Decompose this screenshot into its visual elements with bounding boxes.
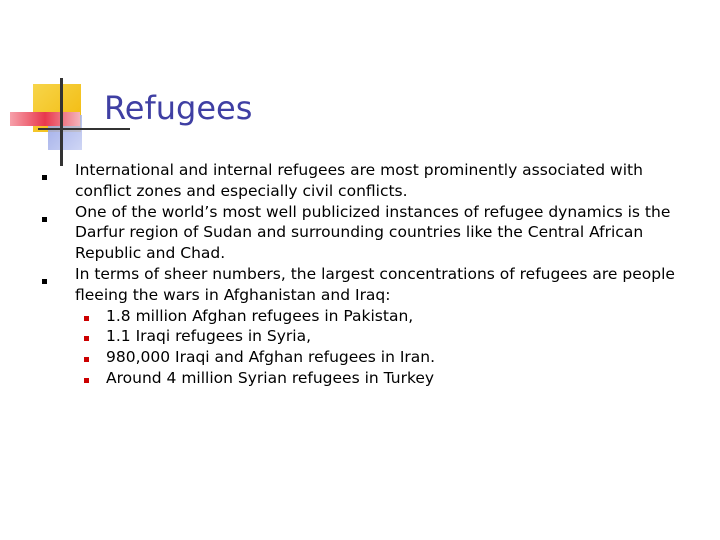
bullet-text: One of the world’s most well publicized instances of refugee dynamics is the Darfur region of Sudan and surrounding countries like the Central African Republic and Chad.: [75, 202, 671, 263]
sub-bullet-text: 1.8 million Afghan refugees in Pakistan,: [106, 306, 414, 325]
bullet-item: [0, 160, 720, 202]
bullet-item: [0, 264, 720, 306]
sub-bullet-item: [0, 326, 720, 347]
square-bullet-icon: [84, 336, 89, 341]
square-bullet-icon: [84, 316, 89, 321]
sub-bullet-text: Around 4 million Syrian refugees in Turkey: [106, 368, 435, 387]
square-bullet-icon: [84, 378, 89, 383]
deco-horizontal-line: [38, 128, 130, 130]
sub-bullet-text: 1.1 Iraqi refugees in Syria,: [106, 327, 312, 346]
sub-bullet-text: 980,000 Iraqi and Afghan refugees in Iran.: [106, 348, 436, 367]
slide-title: Refugees: [104, 89, 253, 127]
square-bullet-icon: [42, 217, 47, 222]
square-bullet-icon: [42, 279, 47, 284]
sub-bullet-item: [0, 347, 720, 368]
slide-corner-decoration: [0, 0, 130, 170]
deco-red-bar: [10, 112, 80, 126]
square-bullet-icon: [42, 175, 47, 180]
sub-bullet-item: [0, 306, 720, 327]
sub-bullet-item: [0, 368, 720, 389]
bullet-text: In terms of sheer numbers, the largest concentrations of refugees are people fleeing the wars in Afghanistan and Iraq:: [75, 264, 675, 304]
deco-vertical-line: [60, 78, 63, 166]
slide-body: [0, 160, 720, 389]
bullet-item: [0, 202, 720, 264]
square-bullet-icon: [84, 357, 89, 362]
bullet-text: International and internal refugees are most prominently associated with conflict zones and especially civil conflicts.: [75, 161, 643, 200]
